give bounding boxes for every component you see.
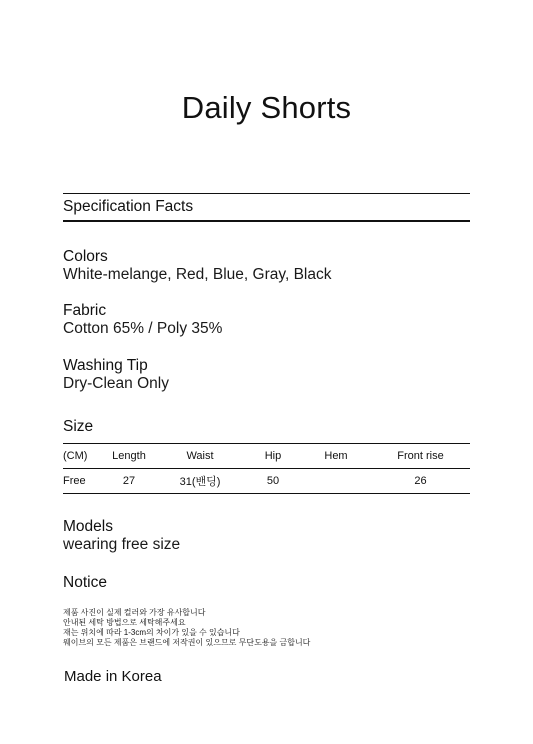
size-col-length: Length — [112, 450, 146, 462]
size-cell-front-rise: 26 — [414, 475, 427, 487]
fabric-label: Fabric — [63, 302, 107, 319]
notice-label: Notice — [63, 574, 107, 591]
models-section — [63, 518, 180, 554]
spec-facts-header — [63, 193, 470, 222]
washing-section — [63, 357, 169, 393]
spec-facts-label: Specification Facts — [63, 198, 194, 215]
notice-text — [63, 608, 310, 648]
size-cell-waist: 31(밴딩) — [179, 476, 221, 488]
notice-line: 재는 위치에 따라 1-3cm의 차이가 있을 수 있습니다 — [63, 628, 240, 637]
size-col-unit: (CM) — [63, 450, 88, 462]
notice-line: 안내된 세탁 방법으로 세탁해주세요 — [63, 618, 186, 627]
size-cell-hip: 50 — [266, 475, 280, 487]
size-table-header-row — [63, 444, 470, 469]
size-cell-hem — [301, 469, 371, 494]
size-col-waist: Waist — [186, 450, 214, 462]
origin-label: Made in Korea — [64, 668, 162, 685]
size-col-hem: Hem — [324, 450, 348, 462]
size-col-front-rise: Front rise — [397, 450, 444, 462]
size-col-hip: Hip — [264, 450, 282, 462]
fabric-section — [63, 302, 222, 338]
size-cell-length: 27 — [122, 475, 136, 487]
washing-value: Dry-Clean Only — [63, 375, 169, 392]
colors-label: Colors — [63, 248, 108, 265]
colors-value: White-melange, Red, Blue, Gray, Black — [63, 266, 332, 283]
models-label: Models — [63, 518, 113, 535]
notice-line: 웨이브의 모든 제품은 브랜드에 저작권이 있으므로 무단도용을 금합니다 — [63, 638, 311, 647]
size-table — [63, 443, 470, 494]
size-label: Size — [63, 418, 94, 435]
notice-section — [63, 574, 107, 592]
models-value: wearing free size — [63, 536, 181, 553]
table-row — [63, 469, 470, 494]
notice-line: 제품 사진이 실제 컬러와 가장 유사합니다 — [63, 608, 206, 617]
colors-section — [63, 248, 332, 284]
fabric-value: Cotton 65% / Poly 35% — [63, 320, 223, 337]
size-cell-size: Free — [63, 475, 86, 487]
page-title: Daily Shorts — [181, 90, 352, 125]
washing-label: Washing Tip — [63, 357, 148, 374]
